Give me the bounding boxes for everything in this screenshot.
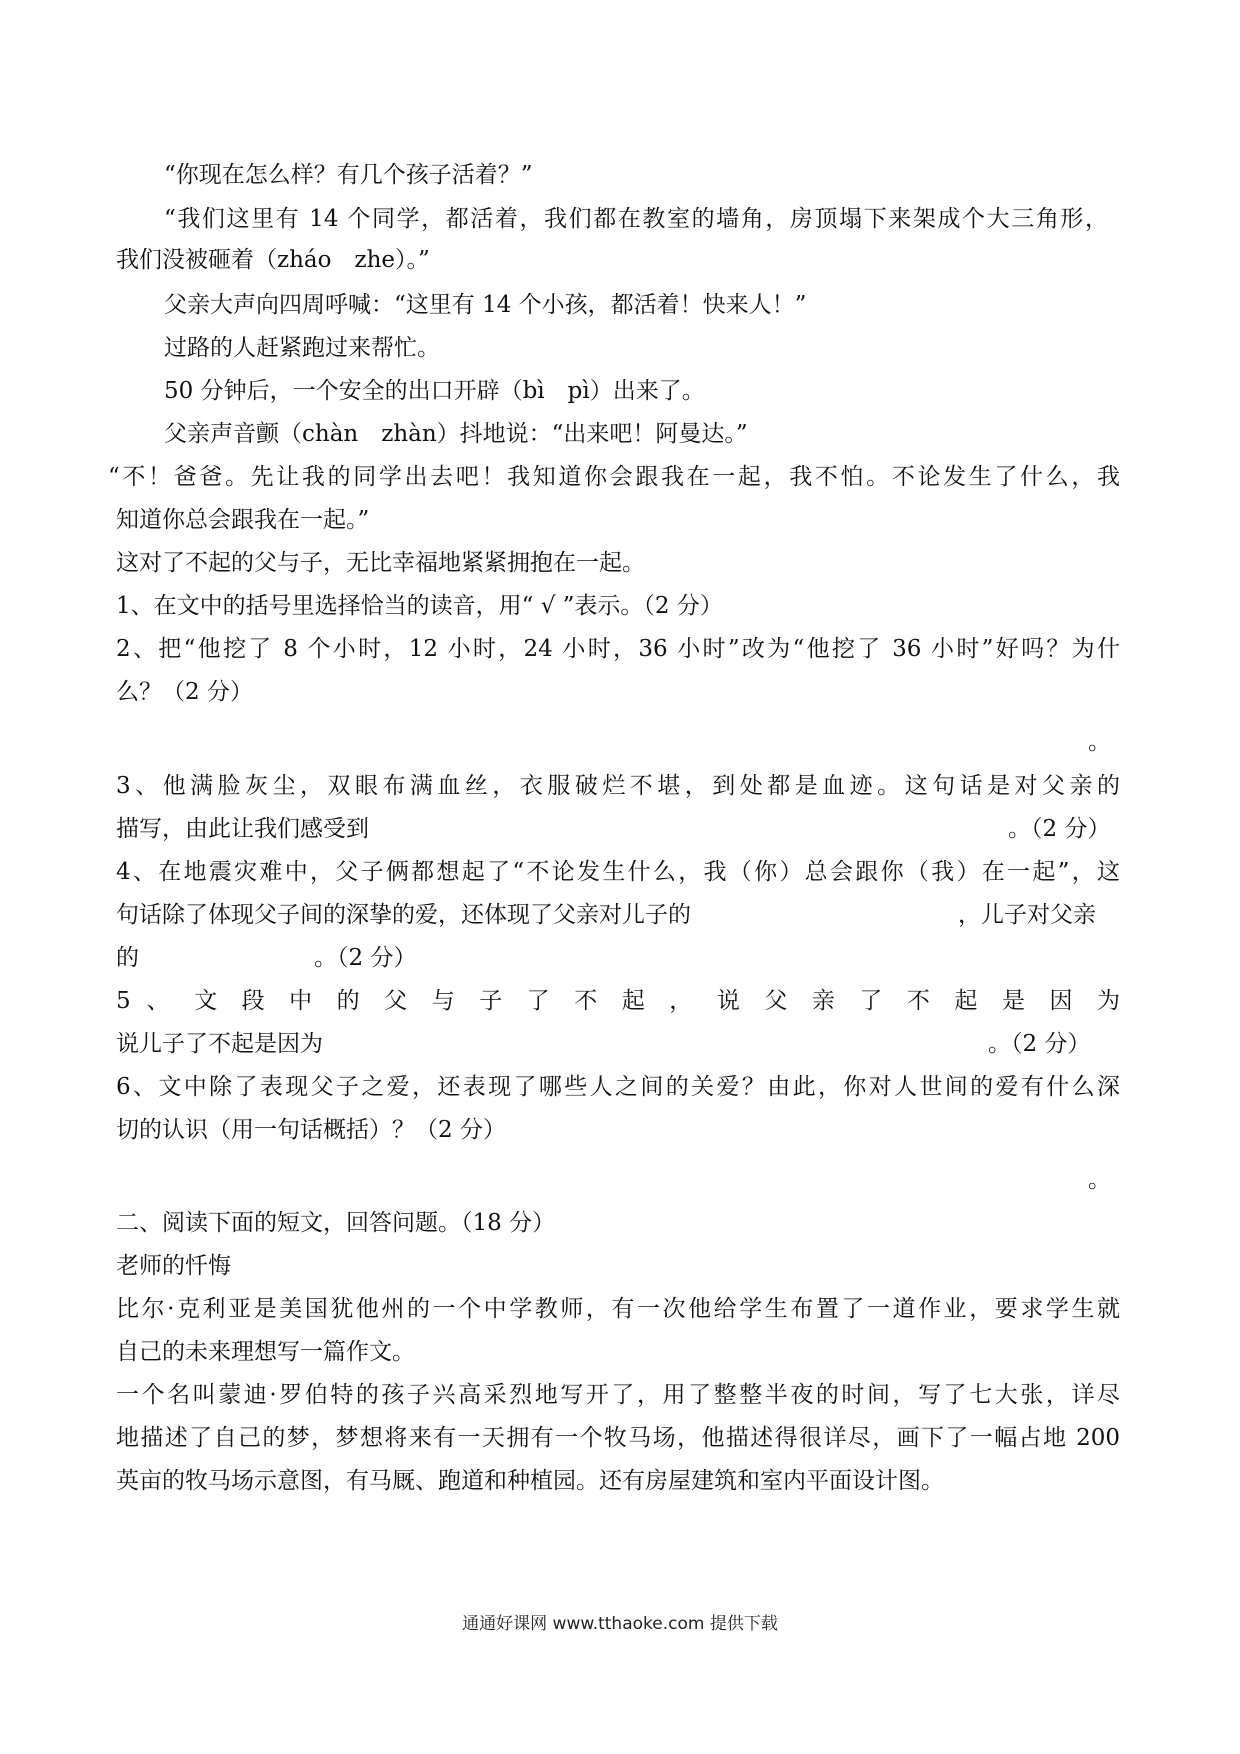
answer-line-end: 。: [1088, 729, 1111, 755]
passage-line: 比尔·克利亚是美国犹他州的一个中学教师，有一次他给学生布置了一道作业，要求学生就: [116, 1296, 1120, 1322]
dialogue-line: 我们没被砸着（zháo zhe）。”: [116, 247, 430, 273]
question-6: 6、文中除了表现父子之爱，还表现了哪些人之间的关爱？由此，你对人世间的爱有什么深: [116, 1074, 1120, 1100]
passage-line: 地描述了自己的梦，梦想将来有一天拥有一个牧马场，他描述得很详尽，画下了一幅占地 200: [116, 1425, 1120, 1451]
question-4-score: 。（2 分）: [314, 945, 417, 971]
section-heading: 二、阅读下面的短文，回答问题。（18 分）: [116, 1210, 556, 1236]
question-4-cont-b: ，儿子对父亲: [958, 902, 1096, 928]
question-4: 4、在地震灾难中，父子俩都想起了“不论发生什么，我（你）总会跟你（我）在一起”，这: [116, 859, 1120, 885]
narrative-line: 过路的人赶紧跑过来帮忙。: [164, 335, 440, 361]
question-6-cont: 切的认识（用一句话概括）？（2 分）: [116, 1117, 506, 1143]
question-2: 2、把“他挖了 8 个小时，12 小时，24 小时，36 小时”改为“他挖了 36 小时”好吗？为什: [116, 636, 1120, 662]
narrative-line: 父亲大声向四周呼喊：“这里有 14 个小孩，都活着！快来人！”: [164, 292, 807, 318]
dialogue-line: “我们这里有 14 个同学，都活着，我们都在教室的墙角，房顶塌下来架成个大三角形，: [164, 206, 1108, 232]
answer-line-end: 。: [1088, 1167, 1111, 1193]
passage-title: 老师的忏悔: [116, 1253, 231, 1279]
question-2-cont: 么？（2 分）: [116, 679, 253, 705]
question-1: 1、在文中的括号里选择恰当的读音，用“ √ ”表示。（2 分）: [116, 593, 723, 619]
narrative-line: 父亲声音颤（chàn zhàn）抖地说：“出来吧！阿曼达。”: [164, 421, 748, 447]
passage-line: 一个名叫蒙迪·罗伯特的孩子兴高采烈地写开了，用了整整半夜的时间，写了七大张，详尽: [116, 1382, 1120, 1408]
dialogue-line: “你现在怎么样？有几个孩子活着？”: [164, 162, 533, 188]
question-5-cont: 说儿子了不起是因为: [116, 1031, 323, 1057]
question-4-cont-c: 的: [116, 945, 139, 971]
dialogue-line: “不！爸爸。先让我的同学出去吧！我知道你会跟我在一起，我不怕。不论发生了什么，我: [108, 464, 1120, 490]
passage-line: 自己的未来理想写一篇作文。: [116, 1339, 415, 1365]
page-footer: 通通好课网 www.tthaoke.com 提供下载: [462, 1614, 778, 1634]
question-4-cont: 句话除了体现父子间的深挚的爱，还体现了父亲对儿子的: [116, 902, 691, 928]
question-5: 5 、 文 段 中 的 父 与 子 了 不 起 ， 说 父 亲 了 不 起 是 因 为: [116, 988, 1120, 1014]
question-3: 3、他满脸灰尘，双眼布满血丝，衣服破烂不堪，到处都是血迹。这句话是对父亲的: [116, 773, 1120, 799]
question-5-score: 。（2 分）: [988, 1031, 1091, 1057]
narrative-line: 50 分钟后，一个安全的出口开辟（bì pì）出来了。: [164, 378, 705, 404]
narrative-line: 这对了不起的父与子，无比幸福地紧紧拥抱在一起。: [116, 550, 645, 576]
passage-line: 英亩的牧马场示意图，有马厩、跑道和种植园。还有房屋建筑和室内平面设计图。: [116, 1468, 944, 1494]
question-3-score: 。（2 分）: [1008, 816, 1111, 842]
question-3-cont: 描写，由此让我们感受到: [116, 816, 369, 842]
dialogue-line: 知道你总会跟我在一起。”: [116, 507, 370, 533]
